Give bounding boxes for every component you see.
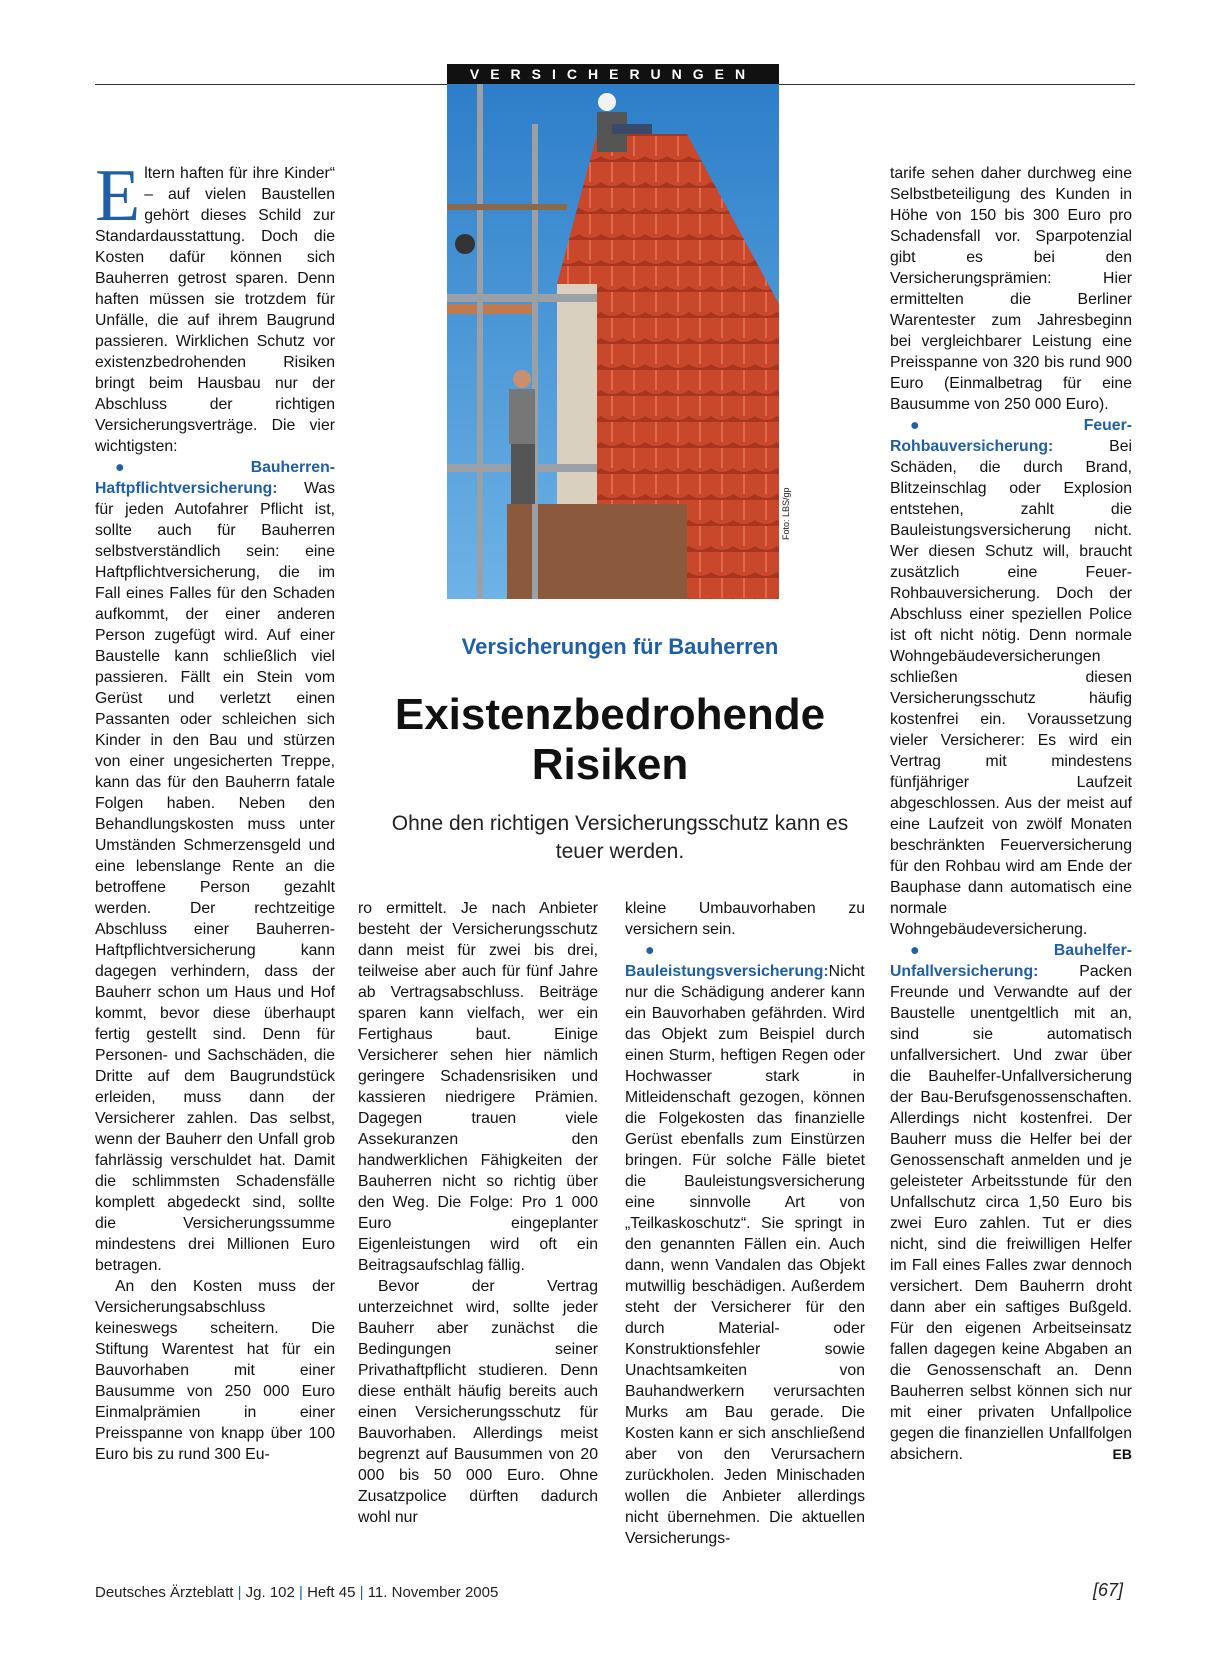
- paragraph-text: Nicht nur die Schädigung anderer kann ein Bauvorhaben gefährden. Wird das Objekt zum Beispiel durch einen Sturm, heftigen Regen oder Hochwasser stark in Mitleidenschaft gezogen, können die Folgekosten das finanzielle Gerüst ebenfalls zum Einstürzen bringen. Für solche Fälle bietet die Bauleistungsversicherung eine sinnvolle Art von „Teilkaskoschutz“. Sie springt in den genannten Fällen ein. Auch dann, wenn Vandalen das Objekt mutwillig beschädigen. Außerdem steht der Versicherer für den durch Material- oder Konstruktionsfehler sowie Unachtsamkeiten von Bauhandwerkern verursachten Murks am Bau gerade. Die Kosten kann er sich anschließend aber von den Verursachern zurückholen. Jeden Minischaden wollen die Anbieter allerdings nicht übernehmen. Die aktuellen Versicherungs-: [625, 963, 865, 1547]
- paragraph: [890, 415, 1132, 940]
- intro-text: ltern haften für ihre Kinder“ – auf vielen Baustellen gehört dieses Schild zur Standardausstattung. Doch die Kosten dafür können sich Bauherren getrost sparen. Denn haften müssen sie trotzdem für Unfälle, die auf ihrem Baugrund passieren. Wirklichen Schutz vor existenzbedrohenden Risiken bringt beim Hausbau nur der Abschluss der richtigen Versicherungsverträge. Die vier wichtigsten:: [95, 165, 335, 455]
- bullet-icon: ●: [910, 942, 985, 959]
- paragraph: [890, 940, 1132, 1465]
- separator: |: [355, 1584, 368, 1601]
- volume: Jg. 102: [245, 1584, 295, 1601]
- paragraph-text: Was für jeden Autofahrer Pflicht ist, sollte auch für Bauherren selbstverständlich sein: eine Haftpflichtversicherung, die im Fall eines Falles für den Schaden aufkommt, der einer anderen Person zugefügt wird. Auf einer Baustelle kann schließlich viel passieren. Fällt ein Stein vom Gerüst und verletzt einen Passanten oder schleichen sich Kinder in den Bau und stürzen von einer ungesicherten Treppe, kann das für den Bauherrn fatale Folgen haben. Neben den Behandlungskosten muss unter Umständen Schmerzensgeld und eine lebenslange Rente an die betroffene Person gezahlt werden. Der rechtzeitige Abschluss einer Bauherren-Haftpflichtversicherung kann dagegen verhindern, dass der Bauherr schon um Haus und Hof kommt, bevor diese überhaupt fertig gestellt sind. Denn für Personen- und Sachschäden, die Dritte auf dem Baugrundstück erleiden, muss dann der Versicherer zahlen. Das selbst, wenn der Bauherr den Unfall grob fahrlässig verschuldet hat. Damit die schlimmsten Schadensfälle komplett abgedeckt sind, sollte die Versicherungssumme mindestens drei Millionen Euro betragen.: [95, 480, 335, 1274]
- intro-paragraph: [95, 155, 335, 457]
- issue: Heft 45: [307, 1584, 356, 1601]
- roofers-illustration: [447, 84, 779, 599]
- page-number: [67]: [1093, 1580, 1124, 1600]
- article-kicker: Versicherungen für Bauherren: [461, 634, 779, 659]
- journal-name: Deutsches Ärzteblatt: [95, 1584, 234, 1601]
- subheading: Bauleistungsversicherung:: [625, 963, 829, 980]
- column-3: [625, 898, 865, 1549]
- article-subhead: Ohne den richtigen Versicherungsschutz kann es teuer werden.: [391, 812, 849, 863]
- article-photo: [447, 84, 779, 599]
- paragraph: ro ermittelt. Je nach Anbieter besteht der Versicherungsschutz dann meist für zwei bis drei, teilweise aber auch für fünf Jahre ab Vertragsabschluss. Beiträge sparen kann vielfach, wer ein Fertighaus baut. Einige Versicherer sehen hier nämlich geringere Schadensrisiken und kassieren niedrigere Prämien. Dagegen trauen viele Assekuranzen den handwerklichen Fähigkeiten der Bauherren nicht so richtig über den Weg. Die Folge: Pro 1 000 Euro eingeplanter Eigenleistungen wird oft ein Beitragsaufschlag fällig.: [358, 900, 598, 1274]
- paragraph: Bevor der Vertrag unterzeichnet wird, sollte jeder Bauherr aber zunächst die Bedingungen seiner Privathaftpflicht studieren. Denn diese enthält häufig bereits auch einen Versicherungsschutz für Bauvorhaben. Allerdings meist begrenzt auf Bausummen von 20 000 bis 50 000 Euro. Ohne Zusatzpolice dürften dadurch wohl nur: [358, 1278, 598, 1526]
- paragraph: [625, 940, 865, 1549]
- issue-date: 11. November 2005: [367, 1584, 499, 1601]
- bullet-icon: ●: [910, 417, 1000, 434]
- separator: |: [233, 1584, 246, 1601]
- paragraph: tarife sehen daher durchweg eine Selbstbeteiligung des Kunden in Höhe von 150 bis 300 Euro pro Schadensfall vor. Sparpotenzial gibt es bei den Versicherungsprämien: Hier ermittelten die Berliner Warentester zum Jahresbeginn bei vergleichbarer Leistung eine Preisspanne von 320 bis rund 900 Euro (Einmalbetrag für eine Bausumme von 250 000 Euro).: [890, 165, 1132, 413]
- paragraph-text: Bei Schäden, die durch Brand, Blitzeinschlag oder Explosion entstehen, zahlt die Bauleistungsversicherung nicht. Wer diesen Schutz will, braucht zusätzlich eine Feuer-Rohbauversicherung. Doch der Abschluss einer speziellen Police ist oft nicht nötig. Denn normale Wohngebäudeversicherungen schließen diesen Versicherungsschutz häufig kostenfrei ein. Voraussetzung vieler Versicherer: Es wird ein Vertrag mit mindestens fünfjähriger Laufzeit abgeschlossen. Aus der meist auf eine Laufzeit von zwölf Monaten beschränkten Feuerversicherung für den Rohbau wird am Ende der Bauphase dann automatisch eine normale Wohngebäudeversicherung.: [890, 438, 1132, 938]
- column-1: [95, 155, 335, 1465]
- column-4: [890, 163, 1132, 1465]
- photo-credit: Foto: LBS/gp: [781, 487, 791, 540]
- subheading: Feuer-Rohbauversicherung:: [890, 417, 1132, 455]
- column-2: [358, 898, 598, 1528]
- bullet-icon: ●: [115, 459, 186, 476]
- separator: |: [294, 1584, 308, 1601]
- author-initials: EB: [1112, 1446, 1132, 1462]
- page-footer: [95, 1584, 498, 1601]
- subheading: Bauhelfer-Unfallversicherung:: [890, 942, 1132, 980]
- article-headline: Existenzbedrohende Risiken: [394, 690, 826, 789]
- paragraph-text: Packen Freunde und Verwandte auf der Baustelle unentgeltlich mit an, sind sie automatisch unfallversichert. Und zwar über die Bauhelfer-Unfallversicherung der Bau-Berufsgenossenschaften. Allerdings nicht kostenfrei. Der Bauherr muss die Helfer bei der Genossenschaft anmelden und je geleisteter Arbeitsstunde für den Unfallschutz circa 1,50 Euro bis zwei Euro zahlen. Tut er dies nicht, sind die freiwilligen Helfer im Fall eines Falles zwar dennoch versichert. Dem Bauherrn droht dann aber ein saftiges Bußgeld. Für den eigenen Arbeitseinsatz fallen dagegen keine Abgaben an die Genossenschaft an. Denn Bauherren selbst können sich nur mit einer privaten Unfallpolice gegen die finanziellen Unfallfolgen absichern.: [890, 963, 1132, 1463]
- bullet-icon: ●: [645, 942, 655, 959]
- paragraph: An den Kosten muss der Versicherungsabschluss keineswegs scheitern. Die Stiftung Warentest hat für ein Bauvorhaben mit einer Bausumme von 250 000 Euro Einmalprämien in einer Preisspanne von knapp über 100 Euro bis zu rund 300 Eu-: [95, 1278, 335, 1463]
- paragraph: kleine Umbauvorhaben zu versichern sein.: [625, 900, 865, 938]
- subheading: Bauherren-Haftpflichtversicherung:: [95, 459, 335, 497]
- section-label: VERSICHERUNGEN: [447, 64, 779, 84]
- drop-cap: E: [95, 155, 141, 237]
- paragraph: [95, 457, 335, 1276]
